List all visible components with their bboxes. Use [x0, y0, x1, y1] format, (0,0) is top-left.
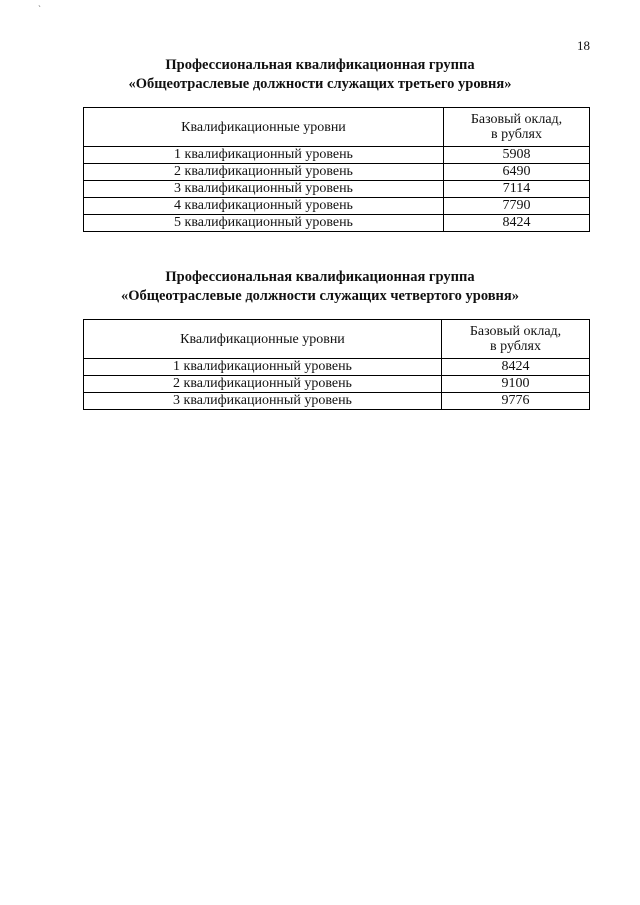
level-cell: 1 квалификационный уровень [84, 147, 444, 164]
table-header-row [84, 108, 590, 147]
table-row [84, 393, 590, 410]
table-row [84, 215, 590, 232]
header-salary-line1: Базовый оклад, [470, 112, 563, 127]
level-cell: 2 квалификационный уровень [84, 164, 444, 181]
level-cell: 4 квалификационный уровень [84, 198, 444, 215]
section-2-title-line2: «Общеотраслевые должности служащих четвертого уровня» [120, 288, 520, 304]
header-salary-line2: в рублях [490, 339, 541, 354]
salary-cell: 7790 [444, 198, 590, 215]
section-1-title [0, 56, 640, 94]
scan-mark: ` [38, 4, 41, 14]
level-cell: 2 квалификационный уровень [84, 376, 442, 393]
salary-cell: 6490 [444, 164, 590, 181]
salary-cell: 8424 [444, 215, 590, 232]
section-1-title-line2: «Общеотраслевые должности служащих третьего уровня» [128, 76, 512, 92]
salary-cell: 8424 [442, 359, 590, 376]
header-salary [442, 320, 590, 359]
salary-cell: 9100 [442, 376, 590, 393]
header-salary-line2: в рублях [491, 127, 542, 142]
header-levels: Квалификационные уровни [84, 108, 444, 147]
salary-table-fourth-level [83, 319, 590, 410]
header-salary-line1: Базовый оклад, [469, 324, 562, 339]
table-row [84, 198, 590, 215]
section-2-title [0, 268, 640, 306]
table-row [84, 376, 590, 393]
level-cell: 3 квалификационный уровень [84, 181, 444, 198]
table-row [84, 181, 590, 198]
header-salary [444, 108, 590, 147]
section-2-title-line1: Профессиональная квалификационная группа [165, 269, 475, 285]
page-number: 18 [577, 38, 590, 53]
salary-cell: 7114 [444, 181, 590, 198]
level-cell: 1 квалификационный уровень [84, 359, 442, 376]
table-row [84, 359, 590, 376]
table-header-row [84, 320, 590, 359]
table-row [84, 147, 590, 164]
level-cell: 3 квалификационный уровень [84, 393, 442, 410]
salary-cell: 9776 [442, 393, 590, 410]
table-row [84, 164, 590, 181]
salary-table-third-level [83, 107, 590, 232]
header-levels: Квалификационные уровни [84, 320, 442, 359]
section-1-title-line1: Профессиональная квалификационная группа [165, 57, 475, 73]
level-cell: 5 квалификационный уровень [84, 215, 444, 232]
salary-cell: 5908 [444, 147, 590, 164]
